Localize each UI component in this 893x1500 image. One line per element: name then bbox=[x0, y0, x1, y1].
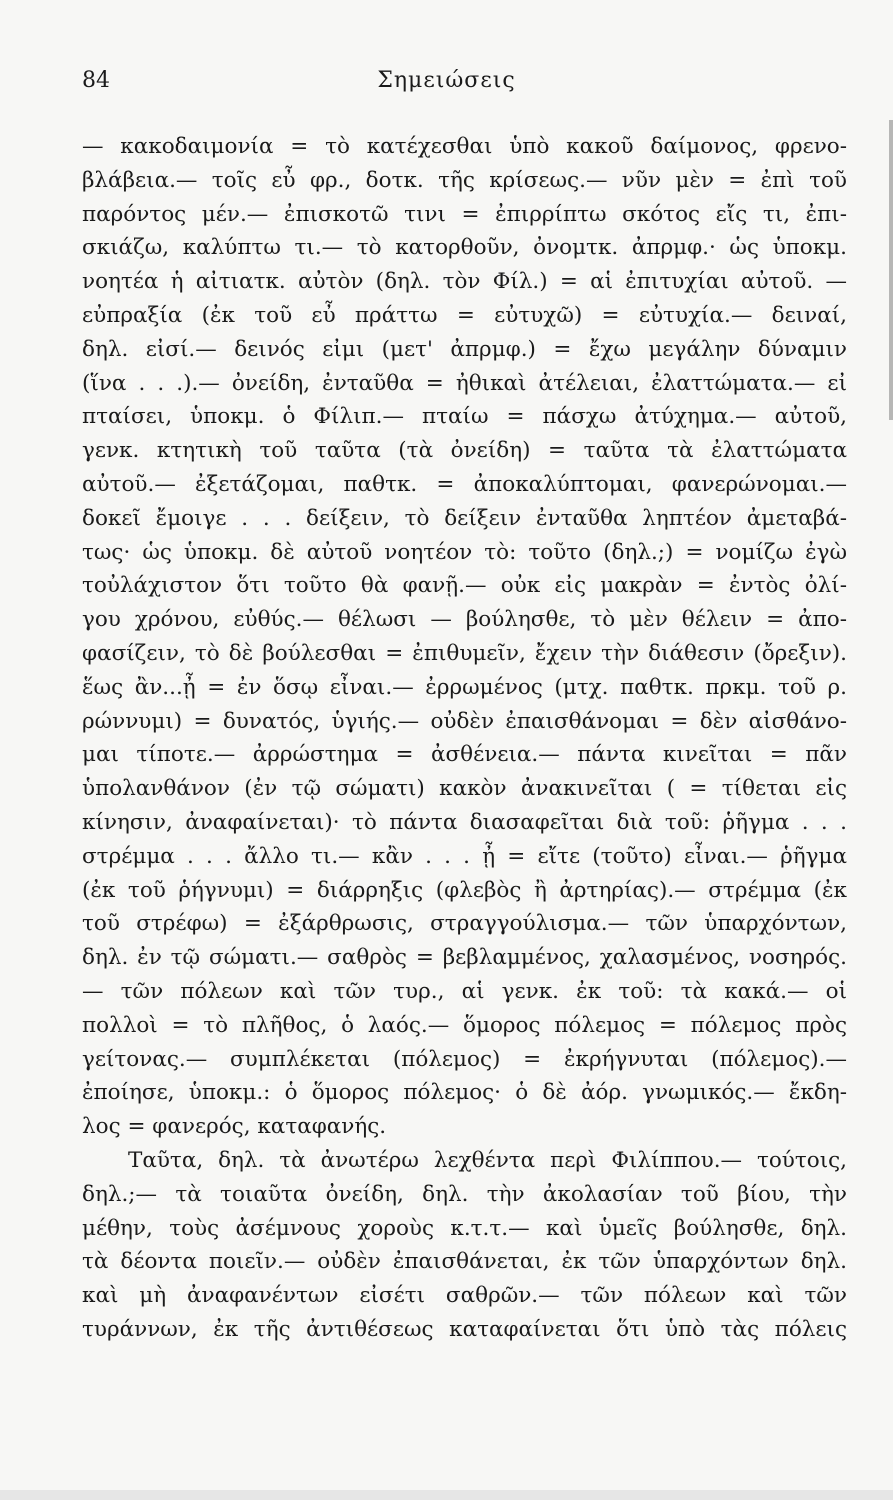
text-line: δηλ.;— τὰ τοιαῦτα ὀνείδη, δηλ. τὴν ἀκολασίαν τοῦ βίου, τὴν bbox=[82, 1181, 847, 1207]
text-line: δηλ. ἐν τῷ σώματι.— σαθρὸς = βεβλαμμένος, χαλασμένος, νοσηρός. bbox=[82, 945, 847, 971]
text-line: τοὐλάχιστον ὅτι τοῦτο θὰ φανῇ.— οὐκ εἰς μακρὰν = ἐντὸς ὀλί- bbox=[82, 573, 847, 599]
text-line: ὑπολανθάνον (ἐν τῷ σώματι) κακὸν ἀνακινεῖται ( = τίθεται εἰς bbox=[82, 776, 847, 802]
page-header bbox=[0, 68, 893, 104]
text-line: φασίζειν, τὸ δὲ βούλεσθαι = ἐπιθυμεῖν, ἔχειν τὴν διάθεσιν (ὄρεξιν). bbox=[82, 640, 847, 666]
text-line: γου χρόνου, εὐθύς.— θέλωσι — βούλησθε, τὸ μὲν θέλειν = ἀπο- bbox=[82, 607, 847, 633]
text-line: γενκ. κτητικὴ τοῦ ταῦτα (τὰ ὀνείδη) = ταῦτα τὰ ἐλαττώματα bbox=[82, 438, 847, 464]
text-line: βλάβεια.— τοῖς εὖ φρ., δοτκ. τῆς κρίσεως.— νῦν μὲν = ἐπὶ τοῦ bbox=[82, 167, 847, 193]
text-line: πταίσει, ὑποκμ. ὁ Φίλιπ.— πταίω = πάσχω ἀτύχημα.— αὐτοῦ, bbox=[82, 404, 847, 430]
text-line: πολλοὶ = τὸ πλῆθος, ὁ λαός.— ὅμορος πόλεμος = πόλεμος πρὸς bbox=[82, 1012, 847, 1038]
text-line: (ἵνα . . .).— ὀνείδη, ἐνταῦθα = ἠθικαὶ ἀτέλειαι, ἐλαττώματα.— εἰ bbox=[82, 370, 847, 396]
text-line: εὐπραξία (ἐκ τοῦ εὖ πράττω = εὐτυχῶ) = εὐτυχία.— δειναί, bbox=[82, 302, 847, 328]
page-number: 84 bbox=[82, 68, 110, 93]
text-line: δηλ. εἰσί.— δεινός εἰμι (μετ' ἀπρμφ.) = ἔχω μεγάλην δύναμιν bbox=[82, 336, 847, 362]
text-line: ρώννυμι) = δυνατός, ὑγιής.— οὐδὲν ἐπαισθάνομαι = δὲν αἰσθάνο- bbox=[82, 708, 847, 734]
text-line: — τῶν πόλεων καὶ τῶν τυρ., αἱ γενκ. ἐκ τοῦ: τὰ κακά.— οἱ bbox=[82, 978, 847, 1004]
text-line: τὰ δέοντα ποιεῖν.— οὐδὲν ἐπαισθάνεται, ἐκ τῶν ὑπαρχόντων δηλ. bbox=[82, 1249, 847, 1275]
text-line: σκιάζω, καλύπτω τι.— τὸ κατορθοῦν, ὀνομτκ. ἀπρμφ.· ὡς ὑποκμ. bbox=[82, 235, 847, 261]
text-line: τως· ὡς ὑποκμ. δὲ αὐτοῦ νοητέον τὸ: τοῦτο (δηλ.;) = νομίζω ἐγὼ bbox=[82, 539, 847, 565]
text-line: καὶ μὴ ἀναφανέντων εἰσέτι σαθρῶν.— τῶν πόλεων καὶ τῶν bbox=[82, 1283, 847, 1309]
text-line: μέθην, τοὺς ἀσέμνους χοροὺς κ.τ.τ.— καὶ ὑμεῖς βούλησθε, δηλ. bbox=[82, 1215, 847, 1241]
running-title: Σημειώσεις bbox=[377, 68, 516, 93]
text-line: μαι τίποτε.— ἀρρώστημα = ἀσθένεια.— πάντα κινεῖται = πᾶν bbox=[82, 742, 847, 768]
text-line: Ταῦτα, δηλ. τὰ ἀνωτέρω λεχθέντα περὶ Φιλίππου.— τούτοις, bbox=[128, 1147, 847, 1173]
text-line: νοητέα ἡ αἰτιατκ. αὐτὸν (δηλ. τὸν Φίλ.) = αἱ ἐπιτυχίαι αὐτοῦ. — bbox=[82, 269, 847, 295]
text-line: στρέμμα . . . ἄλλο τι.— κἂν . . . ᾖ = εἴτε (τοῦτο) εἶναι.— ῥῆγμα bbox=[82, 843, 847, 869]
text-line: ἐποίησε, ὑποκμ.: ὁ ὅμορος πόλεμος· ὁ δὲ ἀόρ. γνωμικός.— ἔκδη- bbox=[82, 1080, 847, 1106]
text-line: γείτονας.— συμπλέκεται (πόλεμος) = ἐκρήγνυται (πόλεμος).— bbox=[82, 1046, 847, 1072]
text-line: λος = φανερός, καταφανής. bbox=[82, 1114, 387, 1140]
text-line: δοκεῖ ἔμοιγε . . . δείξειν, τὸ δείξειν ἐνταῦθα ληπτέον ἀμεταβά- bbox=[82, 505, 847, 531]
page-edge-shadow bbox=[889, 120, 893, 420]
page-bottom-edge bbox=[0, 1490, 893, 1500]
notes-text-block bbox=[82, 130, 847, 1347]
text-line: τοῦ στρέφω) = ἐξάρθρωσις, στραγγούλισμα.— τῶν ὑπαρχόντων, bbox=[82, 911, 847, 937]
text-line: αὐτοῦ.— ἐξετάζομαι, παθτκ. = ἀποκαλύπτομαι, φανερώνομαι.— bbox=[82, 471, 847, 497]
text-line: (ἐκ τοῦ ῥήγνυμι) = διάρρηξις (φλεβὸς ἢ ἀρτηρίας).— στρέμμα (ἐκ bbox=[82, 877, 847, 903]
text-line: τυράννων, ἐκ τῆς ἀντιθέσεως καταφαίνεται ὅτι ὑπὸ τὰς πόλεις bbox=[82, 1316, 847, 1342]
text-line: παρόντος μέν.— ἐπισκοτῶ τινι = ἐπιρρίπτω σκότος εἴς τι, ἐπι- bbox=[82, 201, 847, 227]
text-line: ἕως ἂν...ᾖ = ἐν ὅσῳ εἶναι.— ἐρρωμένος (μτχ. παθτκ. πρκμ. τοῦ ρ. bbox=[82, 674, 847, 700]
text-line: — κακοδαιμονία = τὸ κατέχεσθαι ὑπὸ κακοῦ δαίμονος, φρενο- bbox=[82, 134, 847, 159]
text-line: κίνησιν, ἀναφαίνεται)· τὸ πάντα διασαφεῖται διὰ τοῦ: ῥῆγμα . . . bbox=[82, 809, 847, 835]
